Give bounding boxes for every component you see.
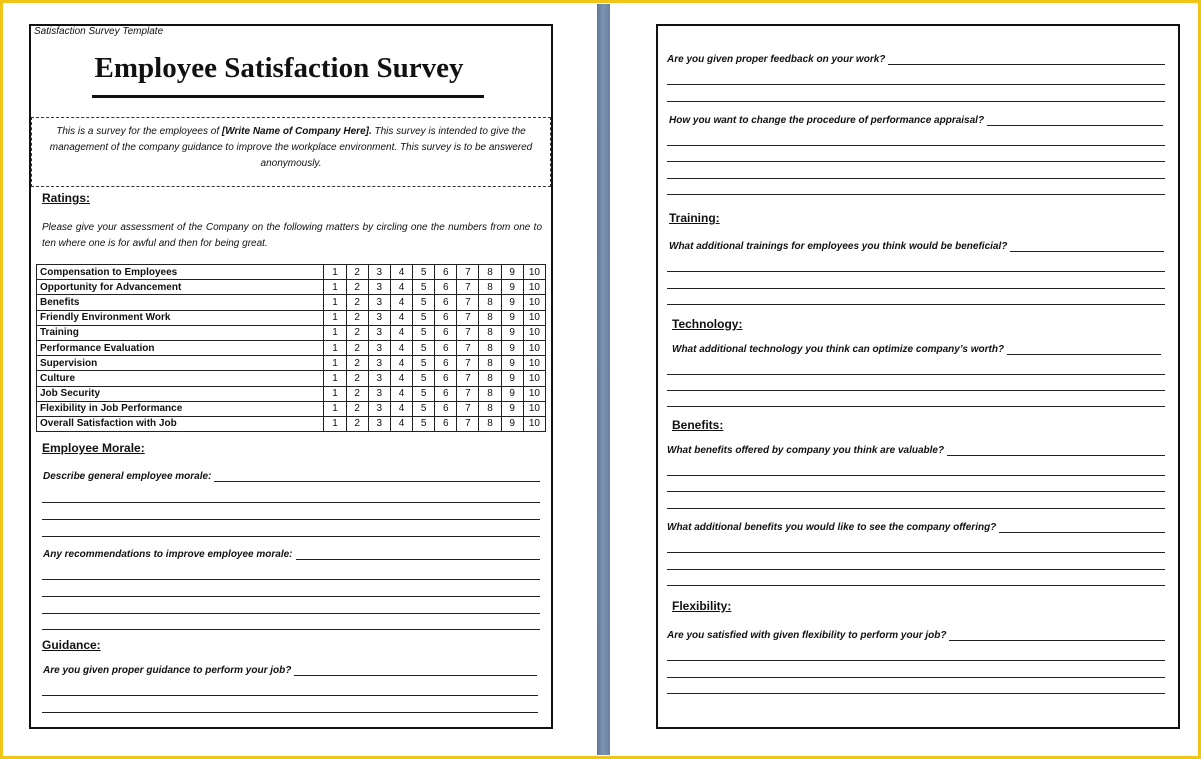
answer-line[interactable] [667,390,1165,391]
flexibility-question-text: Are you satisfied with given flexibility to perform your job? [667,630,947,641]
rating-option[interactable]: 9 [501,310,523,325]
rating-option[interactable]: 1 [324,386,346,401]
rating-row [37,356,546,371]
intro-text-end: This survey is intended to give the management of the company guidance to improve the workplace environment. This survey is to be answered anonymously. [49,126,533,169]
rating-option[interactable]: 2 [346,280,368,295]
ratings-table [36,264,546,432]
rating-option[interactable]: 9 [501,416,523,431]
rating-option[interactable]: 9 [501,386,523,401]
benefits-question-1[interactable] [667,445,1165,456]
rating-option[interactable]: 1 [324,340,346,355]
rating-option[interactable]: 10 [523,340,545,355]
answer-line[interactable] [42,596,540,597]
rating-option[interactable]: 9 [501,356,523,371]
answer-line[interactable] [667,552,1165,553]
training-question-text: What additional trainings for employees you think would be beneficial? [669,241,1008,252]
answer-line[interactable] [296,550,540,560]
rating-item-label: Flexibility in Job Performance [37,401,324,416]
rating-option[interactable]: 4 [390,386,412,401]
rating-option[interactable]: 8 [479,356,501,371]
rating-option[interactable]: 10 [523,401,545,416]
answer-line[interactable] [294,666,537,676]
rating-option[interactable]: 3 [368,280,390,295]
rating-option[interactable]: 2 [346,416,368,431]
rating-option[interactable]: 7 [457,371,479,386]
rating-option[interactable]: 3 [368,310,390,325]
rating-option[interactable]: 7 [457,280,479,295]
rating-option[interactable]: 3 [368,371,390,386]
rating-option[interactable]: 6 [435,416,457,431]
rating-option[interactable]: 9 [501,295,523,310]
rating-option[interactable]: 10 [523,371,545,386]
rating-option[interactable]: 6 [435,340,457,355]
answer-line[interactable] [667,693,1165,694]
rating-option[interactable]: 5 [413,295,435,310]
page-divider [597,4,610,755]
answer-line[interactable] [667,508,1165,509]
rating-option[interactable]: 4 [390,310,412,325]
answer-line[interactable] [667,406,1165,407]
rating-item-label: Culture [37,371,324,386]
rating-option[interactable]: 7 [457,340,479,355]
appraisal-question[interactable] [669,115,1163,126]
rating-item-label: Benefits [37,295,324,310]
rating-option[interactable]: 5 [413,401,435,416]
rating-option[interactable]: 6 [435,401,457,416]
answer-line[interactable] [667,677,1165,678]
rating-option[interactable]: 9 [501,371,523,386]
rating-option[interactable]: 4 [390,340,412,355]
rating-option[interactable]: 8 [479,340,501,355]
page-2-border [656,24,1180,729]
survey-page-1 [4,4,596,755]
rating-option[interactable]: 6 [435,280,457,295]
rating-item-label: Supervision [37,356,324,371]
rating-option[interactable]: 5 [413,310,435,325]
rating-option[interactable]: 3 [368,356,390,371]
morale-question-2-text: Any recommendations to improve employee morale: [43,549,293,560]
rating-option[interactable]: 7 [457,401,479,416]
rating-option[interactable]: 10 [523,280,545,295]
rating-option[interactable]: 7 [457,356,479,371]
rating-item-label: Training [37,325,324,340]
rating-row [37,280,546,295]
rating-option[interactable]: 10 [523,265,545,280]
rating-option[interactable]: 10 [523,310,545,325]
rating-option[interactable]: 5 [413,265,435,280]
rating-option[interactable]: 5 [413,325,435,340]
rating-option[interactable]: 2 [346,265,368,280]
rating-option[interactable]: 10 [523,386,545,401]
answer-line[interactable] [42,519,540,520]
title-underline [92,95,484,98]
survey-title: Employee Satisfaction Survey [94,52,464,84]
answer-line[interactable] [667,491,1165,492]
rating-option[interactable]: 3 [368,325,390,340]
rating-option[interactable]: 1 [324,310,346,325]
rating-option[interactable]: 5 [413,416,435,431]
rating-option[interactable]: 8 [479,416,501,431]
rating-option[interactable]: 9 [501,325,523,340]
rating-option[interactable]: 4 [390,401,412,416]
rating-option[interactable]: 2 [346,295,368,310]
benefits-question-1-text: What benefits offered by company you think are valuable? [667,445,945,456]
morale-question-1[interactable] [43,471,540,482]
rating-row [37,371,546,386]
rating-row [37,295,546,310]
rating-option[interactable]: 6 [435,310,457,325]
answer-line[interactable] [947,446,1165,456]
benefits-question-2[interactable] [667,522,1165,533]
technology-question[interactable] [672,344,1161,355]
rating-option[interactable]: 7 [457,265,479,280]
morale-question-1-text: Describe general employee morale: [43,471,212,482]
guidance-question-text: Are you given proper guidance to perform your job? [43,665,292,676]
rating-option[interactable]: 9 [501,340,523,355]
rating-option[interactable]: 2 [346,371,368,386]
intro-text-start: This is a survey for the employees of [56,126,222,137]
company-name-placeholder[interactable]: [Write Name of Company Here]. [221,126,372,137]
answer-line[interactable] [667,84,1165,85]
ratings-heading: Ratings: [42,191,90,205]
rating-option[interactable]: 8 [479,295,501,310]
rating-option[interactable]: 2 [346,340,368,355]
rating-option[interactable]: 1 [324,325,346,340]
rating-option[interactable]: 8 [479,280,501,295]
template-header-label: Satisfaction Survey Template [34,26,164,37]
rating-option[interactable]: 6 [435,295,457,310]
rating-option[interactable]: 8 [479,371,501,386]
answer-line[interactable] [42,613,540,614]
rating-item-label: Job Security [37,386,324,401]
technology-question-text: What additional technology you think can optimize company’s worth? [672,344,1005,355]
answer-line[interactable] [42,629,540,630]
rating-option[interactable]: 4 [390,356,412,371]
employee-morale-heading: Employee Morale: [42,441,145,455]
answer-line[interactable] [667,271,1165,272]
rating-option[interactable]: 4 [390,265,412,280]
survey-page-2 [610,4,1197,755]
rating-option[interactable]: 2 [346,386,368,401]
intro-box [31,117,551,187]
rating-option[interactable]: 7 [457,295,479,310]
rating-item-label: Friendly Environment Work [37,310,324,325]
answer-line[interactable] [888,55,1165,65]
rating-option[interactable]: 3 [368,265,390,280]
answer-line[interactable] [999,523,1165,533]
rating-option[interactable]: 8 [479,401,501,416]
rating-option[interactable]: 6 [435,371,457,386]
answer-line[interactable] [667,194,1165,195]
rating-item-label: Overall Satisfaction with Job [37,416,324,431]
answer-line[interactable] [42,712,538,713]
answer-line[interactable] [42,536,540,537]
rating-option[interactable]: 9 [501,401,523,416]
rating-option[interactable]: 10 [523,356,545,371]
rating-option[interactable]: 6 [435,265,457,280]
rating-option[interactable]: 5 [413,340,435,355]
rating-option[interactable]: 5 [413,356,435,371]
rating-option[interactable]: 6 [435,386,457,401]
rating-item-label: Compensation to Employees [37,265,324,280]
benefits-question-2-text: What additional benefits you would like to see the company offering? [667,522,997,533]
rating-option[interactable]: 3 [368,401,390,416]
morale-question-2[interactable] [43,549,540,560]
guidance-heading: Guidance: [42,638,101,652]
rating-option[interactable]: 10 [523,325,545,340]
answer-line[interactable] [667,101,1165,102]
flexibility-question[interactable] [667,630,1165,641]
guidance-question[interactable] [43,665,537,676]
answer-line[interactable] [42,579,540,580]
rating-option[interactable]: 1 [324,401,346,416]
rating-option[interactable]: 8 [479,325,501,340]
answer-line[interactable] [667,374,1165,375]
rating-row [37,265,546,280]
rating-option[interactable]: 10 [523,416,545,431]
answer-line[interactable] [667,660,1165,661]
rating-option[interactable]: 2 [346,310,368,325]
rating-option[interactable]: 4 [390,325,412,340]
rating-option[interactable]: 6 [435,356,457,371]
rating-option[interactable]: 4 [390,416,412,431]
answer-line[interactable] [949,631,1165,641]
rating-item-label: Performance Evaluation [37,340,324,355]
rating-option[interactable]: 2 [346,325,368,340]
rating-option[interactable]: 4 [390,295,412,310]
rating-option[interactable]: 1 [324,295,346,310]
answer-line[interactable] [42,502,540,503]
rating-option[interactable]: 7 [457,310,479,325]
rating-row [37,325,546,340]
rating-option[interactable]: 8 [479,310,501,325]
rating-option[interactable]: 1 [324,280,346,295]
rating-option[interactable]: 5 [413,371,435,386]
rating-option[interactable]: 2 [346,401,368,416]
rating-option[interactable]: 10 [523,295,545,310]
rating-option[interactable]: 1 [324,265,346,280]
answer-line[interactable] [667,585,1165,586]
rating-row [37,401,546,416]
answer-line[interactable] [42,695,538,696]
answer-line[interactable] [667,145,1165,146]
answer-line[interactable] [667,569,1165,570]
rating-option[interactable]: 9 [501,280,523,295]
answer-line[interactable] [667,475,1165,476]
rating-option[interactable]: 1 [324,371,346,386]
training-question[interactable] [669,241,1164,252]
rating-option[interactable]: 4 [390,371,412,386]
answer-line[interactable] [667,304,1165,305]
rating-option[interactable]: 8 [479,265,501,280]
answer-line[interactable] [214,472,540,482]
rating-row [37,310,546,325]
flexibility-heading: Flexibility: [672,599,732,613]
benefits-heading: Benefits: [672,418,724,432]
feedback-question[interactable] [667,54,1165,65]
rating-row [37,416,546,431]
feedback-question-text: Are you given proper feedback on your work? [667,54,886,65]
rating-row [37,386,546,401]
rating-option[interactable]: 8 [479,386,501,401]
rating-option[interactable]: 3 [368,340,390,355]
ratings-instructions: Please give your assessment of the Company on the following matters by circling one the numbers from one to ten where one is for awful and then for being great. [42,222,542,249]
rating-option[interactable]: 4 [390,280,412,295]
rating-option[interactable]: 7 [457,416,479,431]
answer-line[interactable] [987,116,1163,126]
rating-option[interactable]: 6 [435,325,457,340]
training-heading: Training: [669,211,720,225]
rating-option[interactable]: 9 [501,265,523,280]
rating-option[interactable]: 5 [413,386,435,401]
rating-option[interactable]: 2 [346,356,368,371]
appraisal-question-text: How you want to change the procedure of performance appraisal? [669,115,985,126]
rating-item-label: Opportunity for Advancement [37,280,324,295]
rating-option[interactable]: 3 [368,295,390,310]
rating-option[interactable]: 3 [368,416,390,431]
rating-row [37,340,546,355]
answer-line[interactable] [667,178,1165,179]
rating-option[interactable]: 1 [324,416,346,431]
rating-option[interactable]: 5 [413,280,435,295]
rating-option[interactable]: 7 [457,325,479,340]
rating-option[interactable]: 1 [324,356,346,371]
technology-heading: Technology: [672,317,743,331]
answer-line[interactable] [667,161,1165,162]
rating-option[interactable]: 7 [457,386,479,401]
rating-option[interactable]: 3 [368,386,390,401]
answer-line[interactable] [1007,345,1161,355]
answer-line[interactable] [1010,242,1164,252]
answer-line[interactable] [667,288,1165,289]
